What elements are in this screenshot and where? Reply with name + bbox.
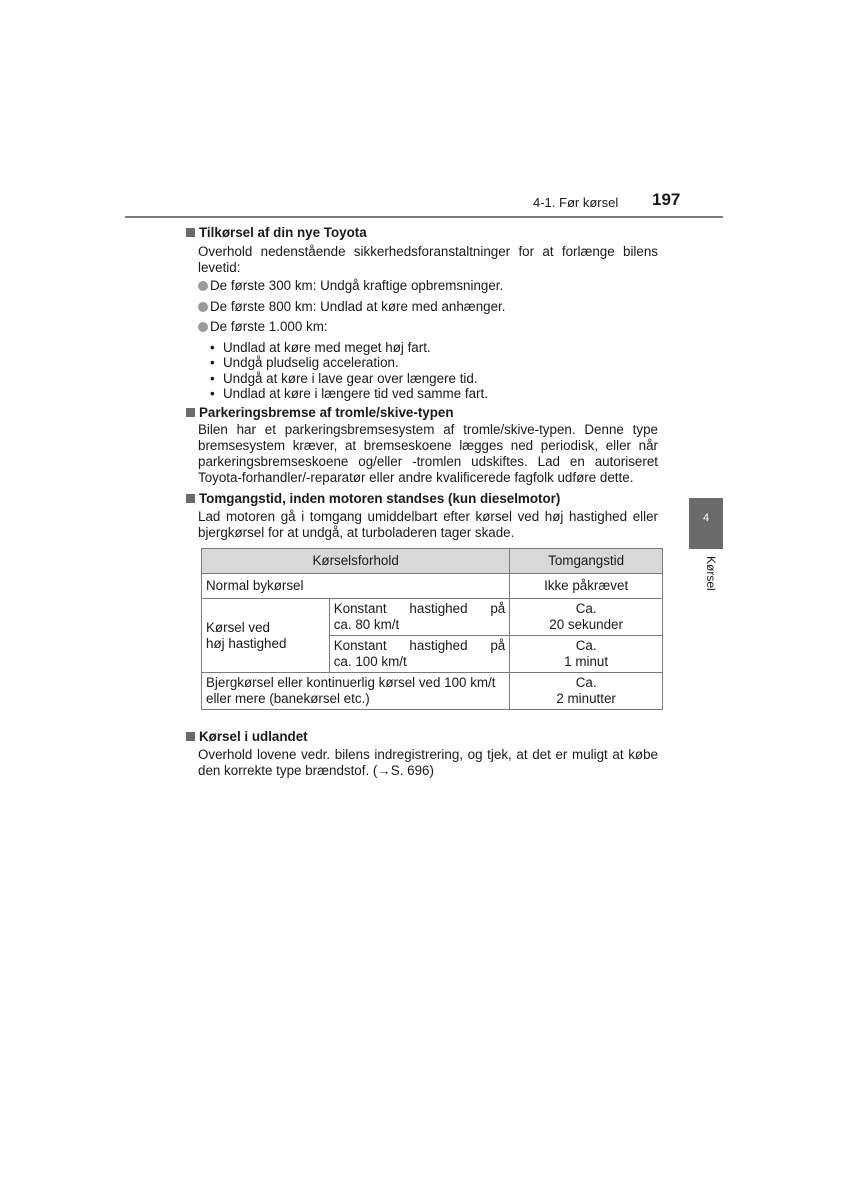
list-item: De første 800 km: Undlad at køre med anhænger. (198, 299, 505, 315)
sub-list-item: • Undgå at køre i lave gear over længere tid. (210, 371, 478, 386)
header-divider (125, 216, 723, 218)
table-cell: Ca. 20 sekunder (510, 599, 663, 636)
square-bullet-icon (186, 732, 195, 741)
table-row (202, 673, 663, 710)
break-in-intro: Overhold nedenstående sikkerhedsforanstaltninger for at forlænge bilens levetid: (198, 244, 658, 275)
sub-list-item: • Undlad at køre i længere tid ved samme fart. (210, 386, 488, 401)
table-cell: Ca. 1 minut (510, 636, 663, 673)
table-row (202, 599, 663, 636)
chapter-number: 4 (702, 512, 710, 524)
table-header-row (202, 549, 663, 574)
list-item: De første 1.000 km: (198, 319, 328, 335)
sub-list-item: • Undgå pludselig acceleration. (210, 355, 399, 370)
table-cell: Ikke påkrævet (510, 574, 663, 599)
table-cell: Konstant hastighed på ca. 80 km/t (329, 599, 510, 636)
parking-brake-text: Bilen har et parkeringsbremsesystem af tromle/skive-typen. Denne type bremsesystem kræver, at bremseskoene lægges ned periodisk, eller når parkeringsbremseskoene og/eller -tromlen udskiftes. Lad en autoriseret Toyota-forhandler/-reparatør eller andre kvalificerede fagfolk udføre dette. (198, 422, 658, 485)
idle-time-table (201, 548, 663, 710)
table-row (202, 574, 663, 599)
square-bullet-icon (186, 228, 195, 237)
section-heading-break-in: Tilkørsel af din nye Toyota (186, 225, 367, 240)
driving-abroad-text: Overhold lovene vedr. bilens indregistrering, og tjek, at det er muligt at købe den korrekte type brændstof. (→S. 696) (198, 747, 658, 778)
circle-bullet-icon (198, 281, 208, 291)
idle-time-text: Lad motoren gå i tomgang umiddelbart efter kørsel ved høj hastighed eller bjergkørsel for at undgå, at turboladeren tager skade. (198, 509, 658, 540)
table-cell: Ca. 2 minutter (510, 673, 663, 710)
table-cell: Konstant hastighed på ca. 100 km/t (329, 636, 510, 673)
square-bullet-icon (186, 494, 195, 503)
table-cell: Normal bykørsel (202, 574, 510, 599)
table-cell-group-label: Kørsel ved høj hastighed (202, 599, 330, 673)
column-header: Kørselsforhold (202, 549, 510, 574)
section-heading-idle-time: Tomgangstid, inden motoren standses (kun dieselmotor) (186, 491, 560, 506)
chapter-tab (689, 498, 723, 549)
circle-bullet-icon (198, 302, 208, 312)
list-item: De første 300 km: Undgå kraftige opbremsninger. (198, 278, 503, 294)
section-heading-driving-abroad: Kørsel i udlandet (186, 729, 308, 744)
chapter-label: Kørsel (704, 556, 718, 591)
sub-list-item: • Undlad at køre med meget høj fart. (210, 340, 431, 355)
table-cell: Bjergkørsel eller kontinuerlig kørsel ved 100 km/t eller mere (banekørsel etc.) (202, 673, 510, 710)
page-number: 197 (652, 190, 681, 209)
circle-bullet-icon (198, 322, 208, 332)
square-bullet-icon (186, 408, 195, 417)
section-heading-parking-brake: Parkeringsbremse af tromle/skive-typen (186, 405, 454, 420)
section-title: 4-1. Før kørsel (533, 195, 619, 210)
column-header: Tomgangstid (510, 549, 663, 574)
